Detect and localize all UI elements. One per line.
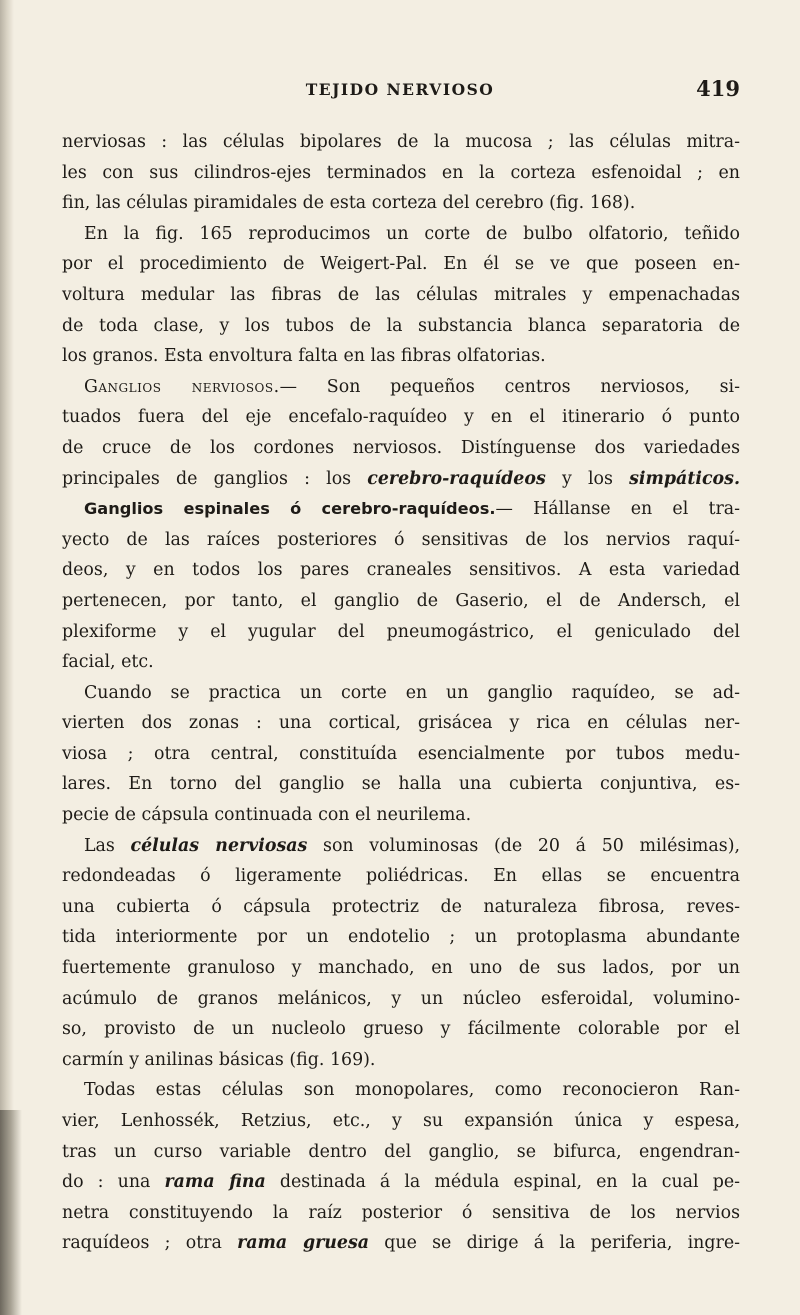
emphasis-span: Ganglios nerviosos. [84,376,280,397]
text-line [62,464,740,495]
emphasis-span: células nerviosas [130,835,308,856]
text-line: les con sus cilindros-ejes terminados en la corteza esfenoidal ; en [62,162,740,183]
emphasis-span: rama fina [164,1172,266,1193]
text-span: do : una [62,1172,165,1193]
body-text [62,127,740,1259]
text-line: tras un curso variable dentro del ganglio, se bifurca, engendran- [62,1141,740,1162]
text-line: acúmulo de granos melánicos, y un núcleo esferoidal, volumino- [62,988,740,1009]
text-line: tuados fuera del eje encefalo-raquídeo y en el itinerario ó punto [62,407,740,428]
text-line: fuertemente granuloso y manchado, en uno de sus lados, por un [62,958,740,979]
text-line: yecto de las raíces posteriores ó sensitivas de los nervios raquí- [62,529,740,550]
text-line: pertenecen, por tanto, el ganglio de Gaserio, el de Andersch, el [62,590,740,611]
text-span: — Hállanse en el tra- [495,499,741,520]
emphasis-span: Ganglios espinales ó cerebro-raquídeos. [84,499,496,519]
text-span: principales de ganglios : los [62,468,368,489]
text-line: viosa ; otra central, constituída esencialmente por tubos medu- [62,743,740,764]
text-line: deos, y en todos los pares craneales sensitivos. A esta variedad [62,560,740,581]
page-title: TEJIDO NERVIOSO [305,80,495,99]
text-line: Cuando se practica un corte en un ganglio raquídeo, se ad- [84,682,740,703]
text-line: vier, Lenhossék, Retzius, etc., y su expansión única y espesa, [62,1111,740,1131]
text-line: de toda clase, y los tubos de la substancia blanca separatoria de [62,315,740,336]
text-line [62,1167,740,1198]
text-line: fin, las células piramidales de esta corteza del cerebro (fig. 168). [62,193,636,214]
text-span: Las [84,835,131,856]
text-line [62,372,740,403]
text-span: y los [545,468,630,489]
text-line [62,494,740,525]
text-span: — Son pequeños centros nerviosos, si- [279,376,740,397]
text-span: son voluminosas (de 20 á 50 milésimas), [307,835,741,856]
text-span: destinada á la médula espinal, en la cual pe- [265,1172,740,1193]
emphasis-span: cerebro-raquídeos [367,468,546,489]
running-head [60,76,740,104]
text-line: facial, etc. [62,652,154,673]
emphasis-span: rama gruesa [237,1233,370,1254]
text-line: pecie de cápsula continuada con el neurilema. [62,805,472,826]
text-line: una cubierta ó cápsula protectriz de naturaleza fibrosa, reves- [62,896,740,917]
text-line: de cruce de los cordones nerviosos. Distínguense dos variedades [62,437,740,458]
text-line [62,831,740,862]
text-line: carmín y anilinas básicas (fig. 169). [62,1049,376,1070]
text-line: so, provisto de un nucleolo grueso y fácilmente colorable por el [62,1019,740,1040]
text-line: vierten dos zonas : una cortical, grisácea y rica en células ner- [62,713,740,734]
text-line: plexiforme y el yugular del pneumogástrico, el geniculado del [62,621,740,642]
text-line: lares. En torno del ganglio se halla una cubierta conjuntiva, es- [62,774,740,795]
text-line: tida interiormente por un endotelio ; un protoplasma abundante [62,927,740,948]
text-line: redondeadas ó ligeramente poliédricas. En ellas se encuentra [62,866,740,887]
text-span: que se dirige á la periferia, ingre- [369,1233,740,1254]
text-line: los granos. Esta envoltura falta en las fibras olfatorias. [62,346,546,367]
text-line: En la fig. 165 reproducimos un corte de bulbo olfatorio, teñido [84,223,740,244]
page-edge-shadow-lower [0,1110,22,1315]
text-line: nerviosas : las células bipolares de la mucosa ; las células mitra- [62,132,740,152]
text-line [62,1228,740,1259]
text-line: Todas estas células son monopolares, como reconocieron Ran- [84,1080,740,1101]
text-line: netra constituyendo la raíz posterior ó sensitiva de los nervios [62,1202,740,1223]
text-span: raquídeos ; otra [62,1233,238,1254]
text-line: por el procedimiento de Weigert-Pal. En él se ve que poseen en- [62,254,740,275]
text-line: voltura medular las fibras de las células mitrales y empenachadas [62,284,740,305]
emphasis-span: simpáticos. [629,468,740,489]
page-number: 419 [696,76,740,101]
